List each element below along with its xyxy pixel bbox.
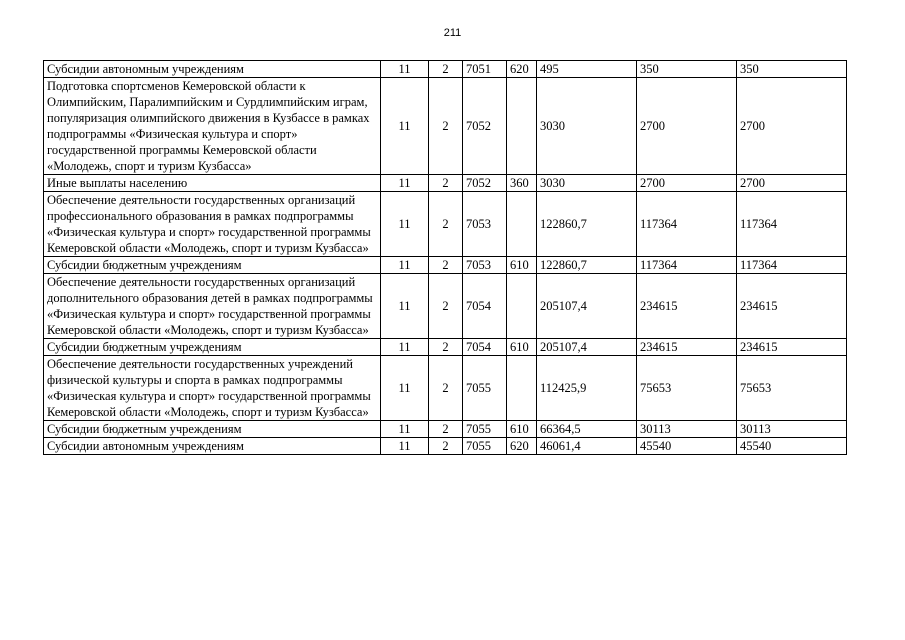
row-name-cell: Обеспечение деятельности государственных организаций профессионального образования в рамках подпрограммы «Физическая культура и спорт» государственной программы Кемеровской области «Молодежь, спорт и туризм Кузбасса» bbox=[44, 192, 381, 257]
table-row bbox=[44, 339, 847, 356]
amount-year1-cell: 3030 bbox=[537, 78, 637, 175]
subsection-code-cell: 2 bbox=[429, 61, 463, 78]
amount-year2-cell: 350 bbox=[637, 61, 737, 78]
amount-year3-cell: 30113 bbox=[737, 421, 847, 438]
amount-year3-cell: 2700 bbox=[737, 78, 847, 175]
amount-year1-cell: 122860,7 bbox=[537, 192, 637, 257]
target-article-cell: 7054 bbox=[463, 339, 507, 356]
amount-year1-cell: 46061,4 bbox=[537, 438, 637, 455]
target-article-cell: 7055 bbox=[463, 438, 507, 455]
amount-year2-cell: 2700 bbox=[637, 175, 737, 192]
subsection-code-cell: 2 bbox=[429, 438, 463, 455]
target-article-cell: 7055 bbox=[463, 421, 507, 438]
table-row bbox=[44, 356, 847, 421]
subsection-code-cell: 2 bbox=[429, 356, 463, 421]
amount-year1-cell: 122860,7 bbox=[537, 257, 637, 274]
section-code-cell: 11 bbox=[381, 192, 429, 257]
row-name-cell: Обеспечение деятельности государственных учреждений физической культуры и спорта в рамках подпрограммы «Физическая культура и спорт» государственной программы Кемеровской области «Молодежь, спорт и туризм Кузбасса» bbox=[44, 356, 381, 421]
section-code-cell: 11 bbox=[381, 356, 429, 421]
amount-year3-cell: 2700 bbox=[737, 175, 847, 192]
amount-year2-cell: 45540 bbox=[637, 438, 737, 455]
target-article-cell: 7051 bbox=[463, 61, 507, 78]
amount-year2-cell: 234615 bbox=[637, 274, 737, 339]
section-code-cell: 11 bbox=[381, 257, 429, 274]
amount-year2-cell: 30113 bbox=[637, 421, 737, 438]
expense-type-cell: 610 bbox=[507, 257, 537, 274]
table-row bbox=[44, 61, 847, 78]
amount-year1-cell: 205107,4 bbox=[537, 339, 637, 356]
amount-year3-cell: 117364 bbox=[737, 257, 847, 274]
subsection-code-cell: 2 bbox=[429, 274, 463, 339]
expense-type-cell bbox=[507, 192, 537, 257]
row-name-cell: Субсидии бюджетным учреждениям bbox=[44, 421, 381, 438]
section-code-cell: 11 bbox=[381, 78, 429, 175]
target-article-cell: 7052 bbox=[463, 175, 507, 192]
amount-year2-cell: 117364 bbox=[637, 192, 737, 257]
subsection-code-cell: 2 bbox=[429, 339, 463, 356]
table-row bbox=[44, 175, 847, 192]
expense-type-cell: 620 bbox=[507, 438, 537, 455]
table-row bbox=[44, 274, 847, 339]
row-name-cell: Субсидии автономным учреждениям bbox=[44, 438, 381, 455]
subsection-code-cell: 2 bbox=[429, 175, 463, 192]
amount-year1-cell: 495 bbox=[537, 61, 637, 78]
amount-year1-cell: 205107,4 bbox=[537, 274, 637, 339]
amount-year3-cell: 117364 bbox=[737, 192, 847, 257]
section-code-cell: 11 bbox=[381, 339, 429, 356]
subsection-code-cell: 2 bbox=[429, 192, 463, 257]
section-code-cell: 11 bbox=[381, 61, 429, 78]
section-code-cell: 11 bbox=[381, 274, 429, 339]
row-name-cell: Обеспечение деятельности государственных организаций дополнительного образования детей в рамках подпрограммы «Физическая культура и спорт» государственной программы Кемеровской области «Молодежь, спорт и туризм Кузбасса» bbox=[44, 274, 381, 339]
expense-type-cell bbox=[507, 274, 537, 339]
amount-year3-cell: 45540 bbox=[737, 438, 847, 455]
table-row bbox=[44, 438, 847, 455]
table-body bbox=[44, 61, 847, 455]
amount-year1-cell: 112425,9 bbox=[537, 356, 637, 421]
expense-type-cell: 360 bbox=[507, 175, 537, 192]
amount-year3-cell: 234615 bbox=[737, 339, 847, 356]
amount-year3-cell: 75653 bbox=[737, 356, 847, 421]
table-row bbox=[44, 192, 847, 257]
row-name-cell: Иные выплаты населению bbox=[44, 175, 381, 192]
row-name-cell: Подготовка спортсменов Кемеровской области к Олимпийским, Паралимпийским и Сурдлимпийским играм, популяризация олимпийского движения в Кузбассе в рамках подпрограммы «Физическая культура и спорт» государственной программы Кемеровской области «Молодежь, спорт и туризм Кузбасса» bbox=[44, 78, 381, 175]
amount-year2-cell: 2700 bbox=[637, 78, 737, 175]
row-name-cell: Субсидии автономным учреждениям bbox=[44, 61, 381, 78]
target-article-cell: 7052 bbox=[463, 78, 507, 175]
subsection-code-cell: 2 bbox=[429, 257, 463, 274]
expense-type-cell: 610 bbox=[507, 421, 537, 438]
target-article-cell: 7053 bbox=[463, 192, 507, 257]
expense-type-cell: 620 bbox=[507, 61, 537, 78]
table-row bbox=[44, 421, 847, 438]
amount-year3-cell: 234615 bbox=[737, 274, 847, 339]
page-number: 211 bbox=[443, 27, 462, 39]
subsection-code-cell: 2 bbox=[429, 421, 463, 438]
amount-year1-cell: 66364,5 bbox=[537, 421, 637, 438]
amount-year2-cell: 75653 bbox=[637, 356, 737, 421]
section-code-cell: 11 bbox=[381, 421, 429, 438]
row-name-cell: Субсидии бюджетным учреждениям bbox=[44, 339, 381, 356]
section-code-cell: 11 bbox=[381, 438, 429, 455]
row-name-cell: Субсидии бюджетным учреждениям bbox=[44, 257, 381, 274]
amount-year2-cell: 117364 bbox=[637, 257, 737, 274]
subsection-code-cell: 2 bbox=[429, 78, 463, 175]
amount-year1-cell: 3030 bbox=[537, 175, 637, 192]
expense-type-cell bbox=[507, 78, 537, 175]
target-article-cell: 7054 bbox=[463, 274, 507, 339]
section-code-cell: 11 bbox=[381, 175, 429, 192]
budget-table bbox=[43, 60, 847, 455]
target-article-cell: 7053 bbox=[463, 257, 507, 274]
table-row bbox=[44, 257, 847, 274]
amount-year2-cell: 234615 bbox=[637, 339, 737, 356]
table-row bbox=[44, 78, 847, 175]
amount-year3-cell: 350 bbox=[737, 61, 847, 78]
expense-type-cell: 610 bbox=[507, 339, 537, 356]
expense-type-cell bbox=[507, 356, 537, 421]
target-article-cell: 7055 bbox=[463, 356, 507, 421]
